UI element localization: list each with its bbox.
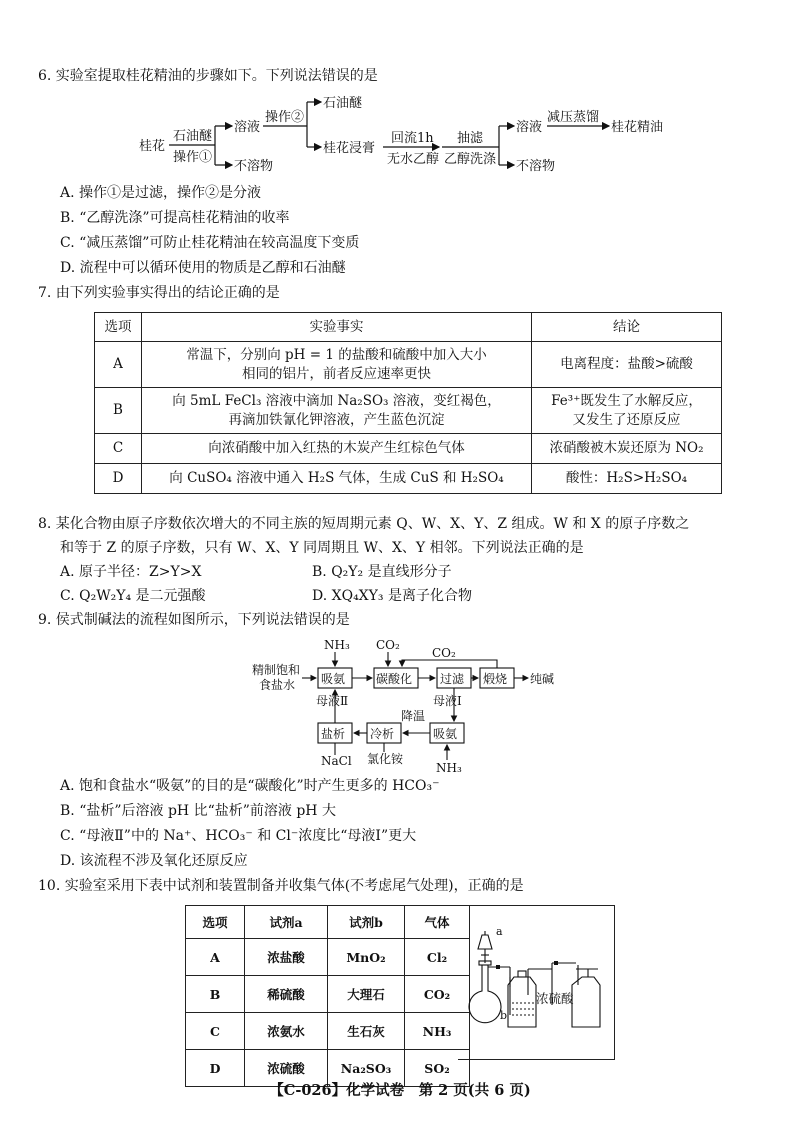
q9-flow-diagram xyxy=(250,630,580,780)
q6-start: 桂花 xyxy=(139,139,166,154)
q9-co2-a: CO₂ xyxy=(376,638,400,652)
q7-d-fact: 向 CuSO₄ 溶液中通入 H₂S 气体，生成 CuS 和 H₂SO₄ xyxy=(142,464,532,494)
q7-row-c xyxy=(95,434,722,464)
q7-b-fact-line1: 向 5mL FeCl₃ 溶液中滴加 Na₂SO₃ 溶液，变红褐色， xyxy=(172,392,501,409)
q6-solution: 溶液 xyxy=(234,120,261,135)
q10-b-gas: CO₂ xyxy=(405,976,470,1013)
q6-option-a: A. 操作①是过滤，操作②是分液 xyxy=(60,185,262,201)
q10-d-gas: SO₂ xyxy=(405,1050,470,1087)
q10-label-a: a xyxy=(496,925,503,938)
q7-c-conclusion: 浓硝酸被木炭还原为 NO₂ xyxy=(532,434,722,464)
q9-co2-b: CO₂ xyxy=(432,646,456,660)
q9-absorb2: 吸氨 xyxy=(433,727,458,741)
q6-flow-diagram xyxy=(135,88,675,184)
q9-filter: 过滤 xyxy=(440,672,465,686)
separatory-funnel-icon xyxy=(478,935,492,949)
q6-extract: 桂花浸膏 xyxy=(323,141,376,156)
q6-option-d: D. 流程中可以循环使用的物质是乙醇和石油醚 xyxy=(60,260,346,276)
q9-option-b: B. “盐析”后溶液 pH 比“盐析”前溶液 pH 大 xyxy=(60,803,336,819)
q9-cooling: 冷析 xyxy=(370,727,395,741)
q6-op2: 操作② xyxy=(265,110,305,125)
q6-solution2: 溶液 xyxy=(516,120,543,135)
q6-option-b: B. “乙醇洗涤”可提高桂花精油的收率 xyxy=(60,210,290,226)
q9-nh4cl: 氯化铵 xyxy=(367,752,404,766)
q10-b-reagent-b: 大理石 xyxy=(328,976,405,1013)
q7-a-option: A xyxy=(95,342,142,388)
q9-carbonate: 碳酸化 xyxy=(376,672,413,686)
q6-reagent1: 石油醚 xyxy=(173,129,213,144)
q7-table xyxy=(94,312,722,494)
q10-stem: 10. 实验室采用下表中试剂和装置制备并收集气体(不考虑尾气处理)，正确的是 xyxy=(38,878,524,894)
q6-insoluble: 不溶物 xyxy=(234,159,274,174)
q7-b-option: B xyxy=(95,388,142,434)
q7-stem: 7. 由下列实验事实得出的结论正确的是 xyxy=(38,285,280,301)
q10-c-option: C xyxy=(186,1013,245,1050)
q8-stem-line2: 和等于 Z 的原子序数，只有 W、X、Y 同周期且 W、X、Y 相邻。下列说法正确的是 xyxy=(60,540,584,556)
q10-a-gas: Cl₂ xyxy=(405,939,470,976)
q9-soda: 纯碱 xyxy=(530,672,555,686)
q6-product: 桂花精油 xyxy=(611,120,664,135)
q10-header-reagent-a: 试剂a xyxy=(245,906,328,939)
q7-header-option: 选项 xyxy=(95,313,142,342)
q7-row-a xyxy=(95,342,722,388)
q10-row-b xyxy=(186,976,470,1013)
q9-feed-line1: 精制饱和 xyxy=(252,663,301,677)
q9-option-d: D. 该流程不涉及氧化还原反应 xyxy=(60,853,248,869)
q6-petroleum-ether: 石油醚 xyxy=(323,96,363,111)
q9-nh3-bottom: NH₃ xyxy=(436,761,462,775)
q10-b-reagent-a: 稀硫酸 xyxy=(245,976,328,1013)
q9-mother2: 母液Ⅱ xyxy=(316,694,349,708)
q10-d-reagent-b: Na₂SO₃ xyxy=(328,1050,405,1087)
q10-header-gas: 气体 xyxy=(405,906,470,939)
q7-d-conclusion: 酸性：H₂S>H₂SO₄ xyxy=(532,464,722,494)
q10-label-acid: 浓硫酸 xyxy=(536,991,574,1006)
q10-c-reagent-a: 浓氨水 xyxy=(245,1013,328,1050)
q9-option-a: A. 饱和食盐水“吸氨”的目的是“碳酸化”时产生更多的 HCO₃⁻ xyxy=(60,778,440,794)
q7-header-conclusion: 结论 xyxy=(532,313,722,342)
q10-d-option: D xyxy=(186,1050,245,1087)
q7-header-fact: 实验事实 xyxy=(142,313,532,342)
flask-icon xyxy=(469,965,501,1023)
collection-bottle-icon xyxy=(572,977,600,1027)
q7-c-option: C xyxy=(95,434,142,464)
q7-a-conclusion: 电离程度：盐酸>硫酸 xyxy=(532,342,722,388)
q9-feed-line2: 食盐水 xyxy=(259,678,296,692)
q9-salting: 盐析 xyxy=(321,727,346,741)
q6-filter-top: 抽滤 xyxy=(457,131,484,146)
q10-row-c xyxy=(186,1013,470,1050)
q10-label-b: b xyxy=(500,1009,508,1022)
wash-bottle-icon xyxy=(508,977,536,1027)
q7-row-b xyxy=(95,388,722,434)
q9-calcine: 煅烧 xyxy=(483,672,508,686)
q7-a-fact-line2: 相同的铝片，前者反应速率更快 xyxy=(242,365,431,382)
q6-insoluble2: 不溶物 xyxy=(516,159,556,174)
q9-option-c: C. “母液Ⅱ”中的 Na⁺、HCO₃⁻ 和 Cl⁻浓度比“母液Ⅰ”更大 xyxy=(60,828,417,844)
q9-lower-temp: 降温 xyxy=(401,709,426,723)
q9-stem: 9. 侯式制碱法的流程如图所示，下列说法错误的是 xyxy=(38,612,350,628)
q9-nh3-top: NH₃ xyxy=(324,638,350,652)
q10-apparatus-diagram xyxy=(458,905,614,1058)
q10-a-reagent-a: 浓盐酸 xyxy=(245,939,328,976)
q8-option-c: C. Q₂W₂Y₄ 是二元强酸 xyxy=(60,588,206,604)
q10-header-option: 选项 xyxy=(186,906,245,939)
q7-a-fact xyxy=(142,342,532,388)
q6-stem: 6. 实验室提取桂花精油的步骤如下。下列说法错误的是 xyxy=(38,68,378,84)
q7-d-option: D xyxy=(95,464,142,494)
q10-a-option: A xyxy=(186,939,245,976)
q7-b-conclusion xyxy=(532,388,722,434)
q8-option-a: A. 原子半径：Z>Y>X xyxy=(60,564,202,580)
q10-a-reagent-b: MnO₂ xyxy=(328,939,405,976)
q10-c-reagent-b: 生石灰 xyxy=(328,1013,405,1050)
q8-option-d: D. XQ₄XY₃ 是离子化合物 xyxy=(312,588,472,604)
q9-nacl: NaCl xyxy=(321,754,352,768)
q8-option-b: B. Q₂Y₂ 是直线形分子 xyxy=(312,564,452,580)
q10-c-gas: NH₃ xyxy=(405,1013,470,1050)
q7-b-conclusion-line1: Fe³⁺既发生了水解反应， xyxy=(551,392,702,409)
q6-reflux-top: 回流1h xyxy=(391,131,434,146)
q6-reflux-bottom: 无水乙醇 xyxy=(387,152,440,167)
q7-row-d xyxy=(95,464,722,494)
q7-b-fact xyxy=(142,388,532,434)
q7-a-fact-line1: 常温下，分别向 pH = 1 的盐酸和硫酸中加入大小 xyxy=(186,346,487,363)
q7-c-fact: 向浓硝酸中加入红热的木炭产生红棕色气体 xyxy=(142,434,532,464)
q6-op1: 操作① xyxy=(173,150,213,165)
q10-d-reagent-a: 浓硫酸 xyxy=(245,1050,328,1087)
q6-distill: 减压蒸馏 xyxy=(547,110,600,125)
q6-filter-bottom: 乙醇洗涤 xyxy=(444,152,497,167)
q9-absorb1: 吸氨 xyxy=(321,672,346,686)
q8-stem-line1: 8. 某化合物由原子序数依次增大的不同主族的短周期元素 Q、W、X、Y、Z 组成。W 和 X 的原子序数之 xyxy=(38,516,690,532)
q9-mother1: 母液Ⅰ xyxy=(433,694,462,708)
q10-row-a xyxy=(186,939,470,976)
q7-b-conclusion-line2: 又发生了还原反应 xyxy=(572,411,681,428)
q10-b-option: B xyxy=(186,976,245,1013)
q10-table xyxy=(185,905,470,1087)
q7-b-fact-line2: 再滴加铁氰化钾溶液，产生蓝色沉淀 xyxy=(228,411,445,428)
q10-header-reagent-b: 试剂b xyxy=(328,906,405,939)
page-footer: 【C-026】化学试卷 第 2 页(共 6 页) xyxy=(269,1082,531,1099)
q6-option-c: C. “减压蒸馏”可防止桂花精油在较高温度下变质 xyxy=(60,235,360,251)
